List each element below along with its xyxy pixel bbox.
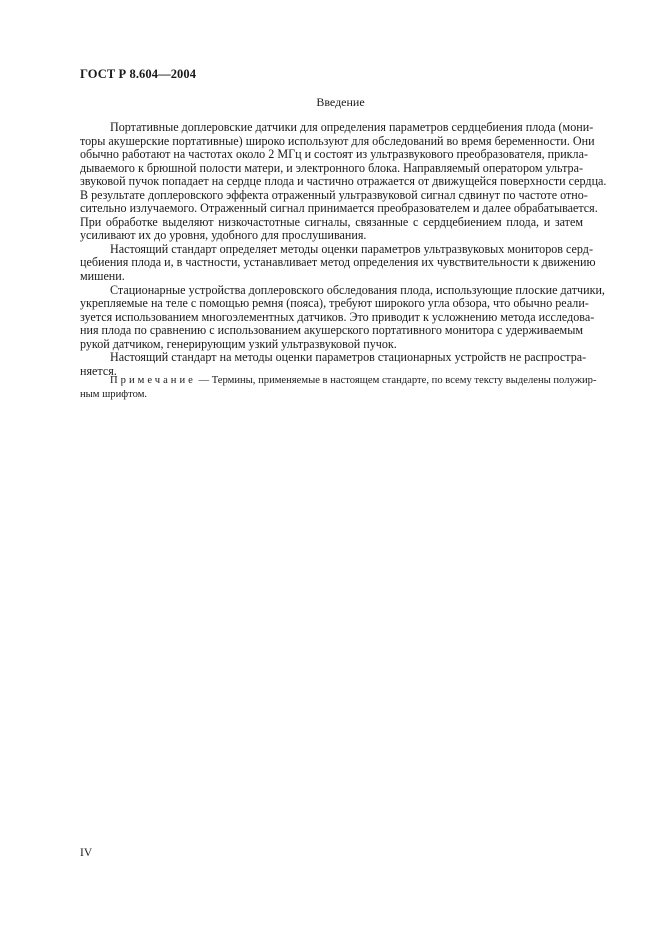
note-label: Примечание <box>110 375 196 386</box>
text-line: усиливают их до уровня, удобного для прослушивания. <box>80 228 367 243</box>
text-line: звуковой пучок попадает на сердце плода и частично отражается от движущейся поверхности сердца. <box>80 174 607 189</box>
paragraph <box>80 282 605 352</box>
text-line: зуется использованием многоэлементных датчиков. Это приводит к усложнению метода исследова- <box>80 309 595 324</box>
text-line: цебиения плода и, в частности, устанавливает метод определения их чувствительности к движению <box>80 255 596 270</box>
text-line: Портативные доплеровские датчики для определения параметров сердцебиения плода (мони- <box>110 120 594 134</box>
text-line: мишени. <box>80 269 125 284</box>
text-line: няется. <box>80 363 117 378</box>
text-line: укрепляемые на теле с помощью ремня (пояса), требуют широкого угла обзора, что обычно реали- <box>80 296 589 311</box>
page-number: IV <box>80 847 93 859</box>
note-line <box>80 375 597 389</box>
note-text: Термины, применяемые в настоящем стандарте, по всему тексту выделены полужир- <box>211 375 597 386</box>
text-line: дываемого к брюшной полости матери, и электронного блока. Направляемый оператором ультра- <box>80 160 583 175</box>
note-dash: — <box>195 375 212 386</box>
text-line: торы акушерские портативные) широко используют для обследований во время беременности. Они <box>80 133 595 148</box>
section-title: Введение <box>316 95 365 109</box>
text-line: сительно излучаемого. Отраженный сигнал принимается преобразователем и далее обрабатывается. <box>80 201 598 216</box>
body-text <box>80 120 607 378</box>
text-line: В результате доплеровского эффекта отраженный ультразвуковой сигнал сдвинут по частоте отно- <box>80 187 588 202</box>
text-line: ния плода по сравнению с использованием акушерского портативного монитора с удерживаемым <box>80 323 583 338</box>
text-line: рукой датчиком, генерирующим узкий ультразвуковой пучок. <box>80 336 397 351</box>
text-line: Настоящий стандарт на методы оценки параметров стационарных устройств не распростра- <box>110 350 587 365</box>
text-line: Стационарные устройства доплеровского обследования плода, использующие плоские датчики, <box>110 282 605 297</box>
text-line: обычно работают на частотах около 2 МГц и состоят из ультразвукового преобразователя, прикла- <box>80 147 588 162</box>
text-line: Настоящий стандарт определяет методы оценки параметров ультразвуковых мониторов серд- <box>110 241 593 256</box>
paragraph <box>80 241 596 284</box>
standard-header: ГОСТ Р 8.604—2004 <box>80 67 197 81</box>
note <box>80 375 597 402</box>
text-line: При обработке выделяют низкочастотные сигналы, связанные с сердцебиением плода, и затем <box>80 214 583 229</box>
note-line: ным шрифтом. <box>80 388 148 400</box>
paragraph <box>80 120 607 243</box>
